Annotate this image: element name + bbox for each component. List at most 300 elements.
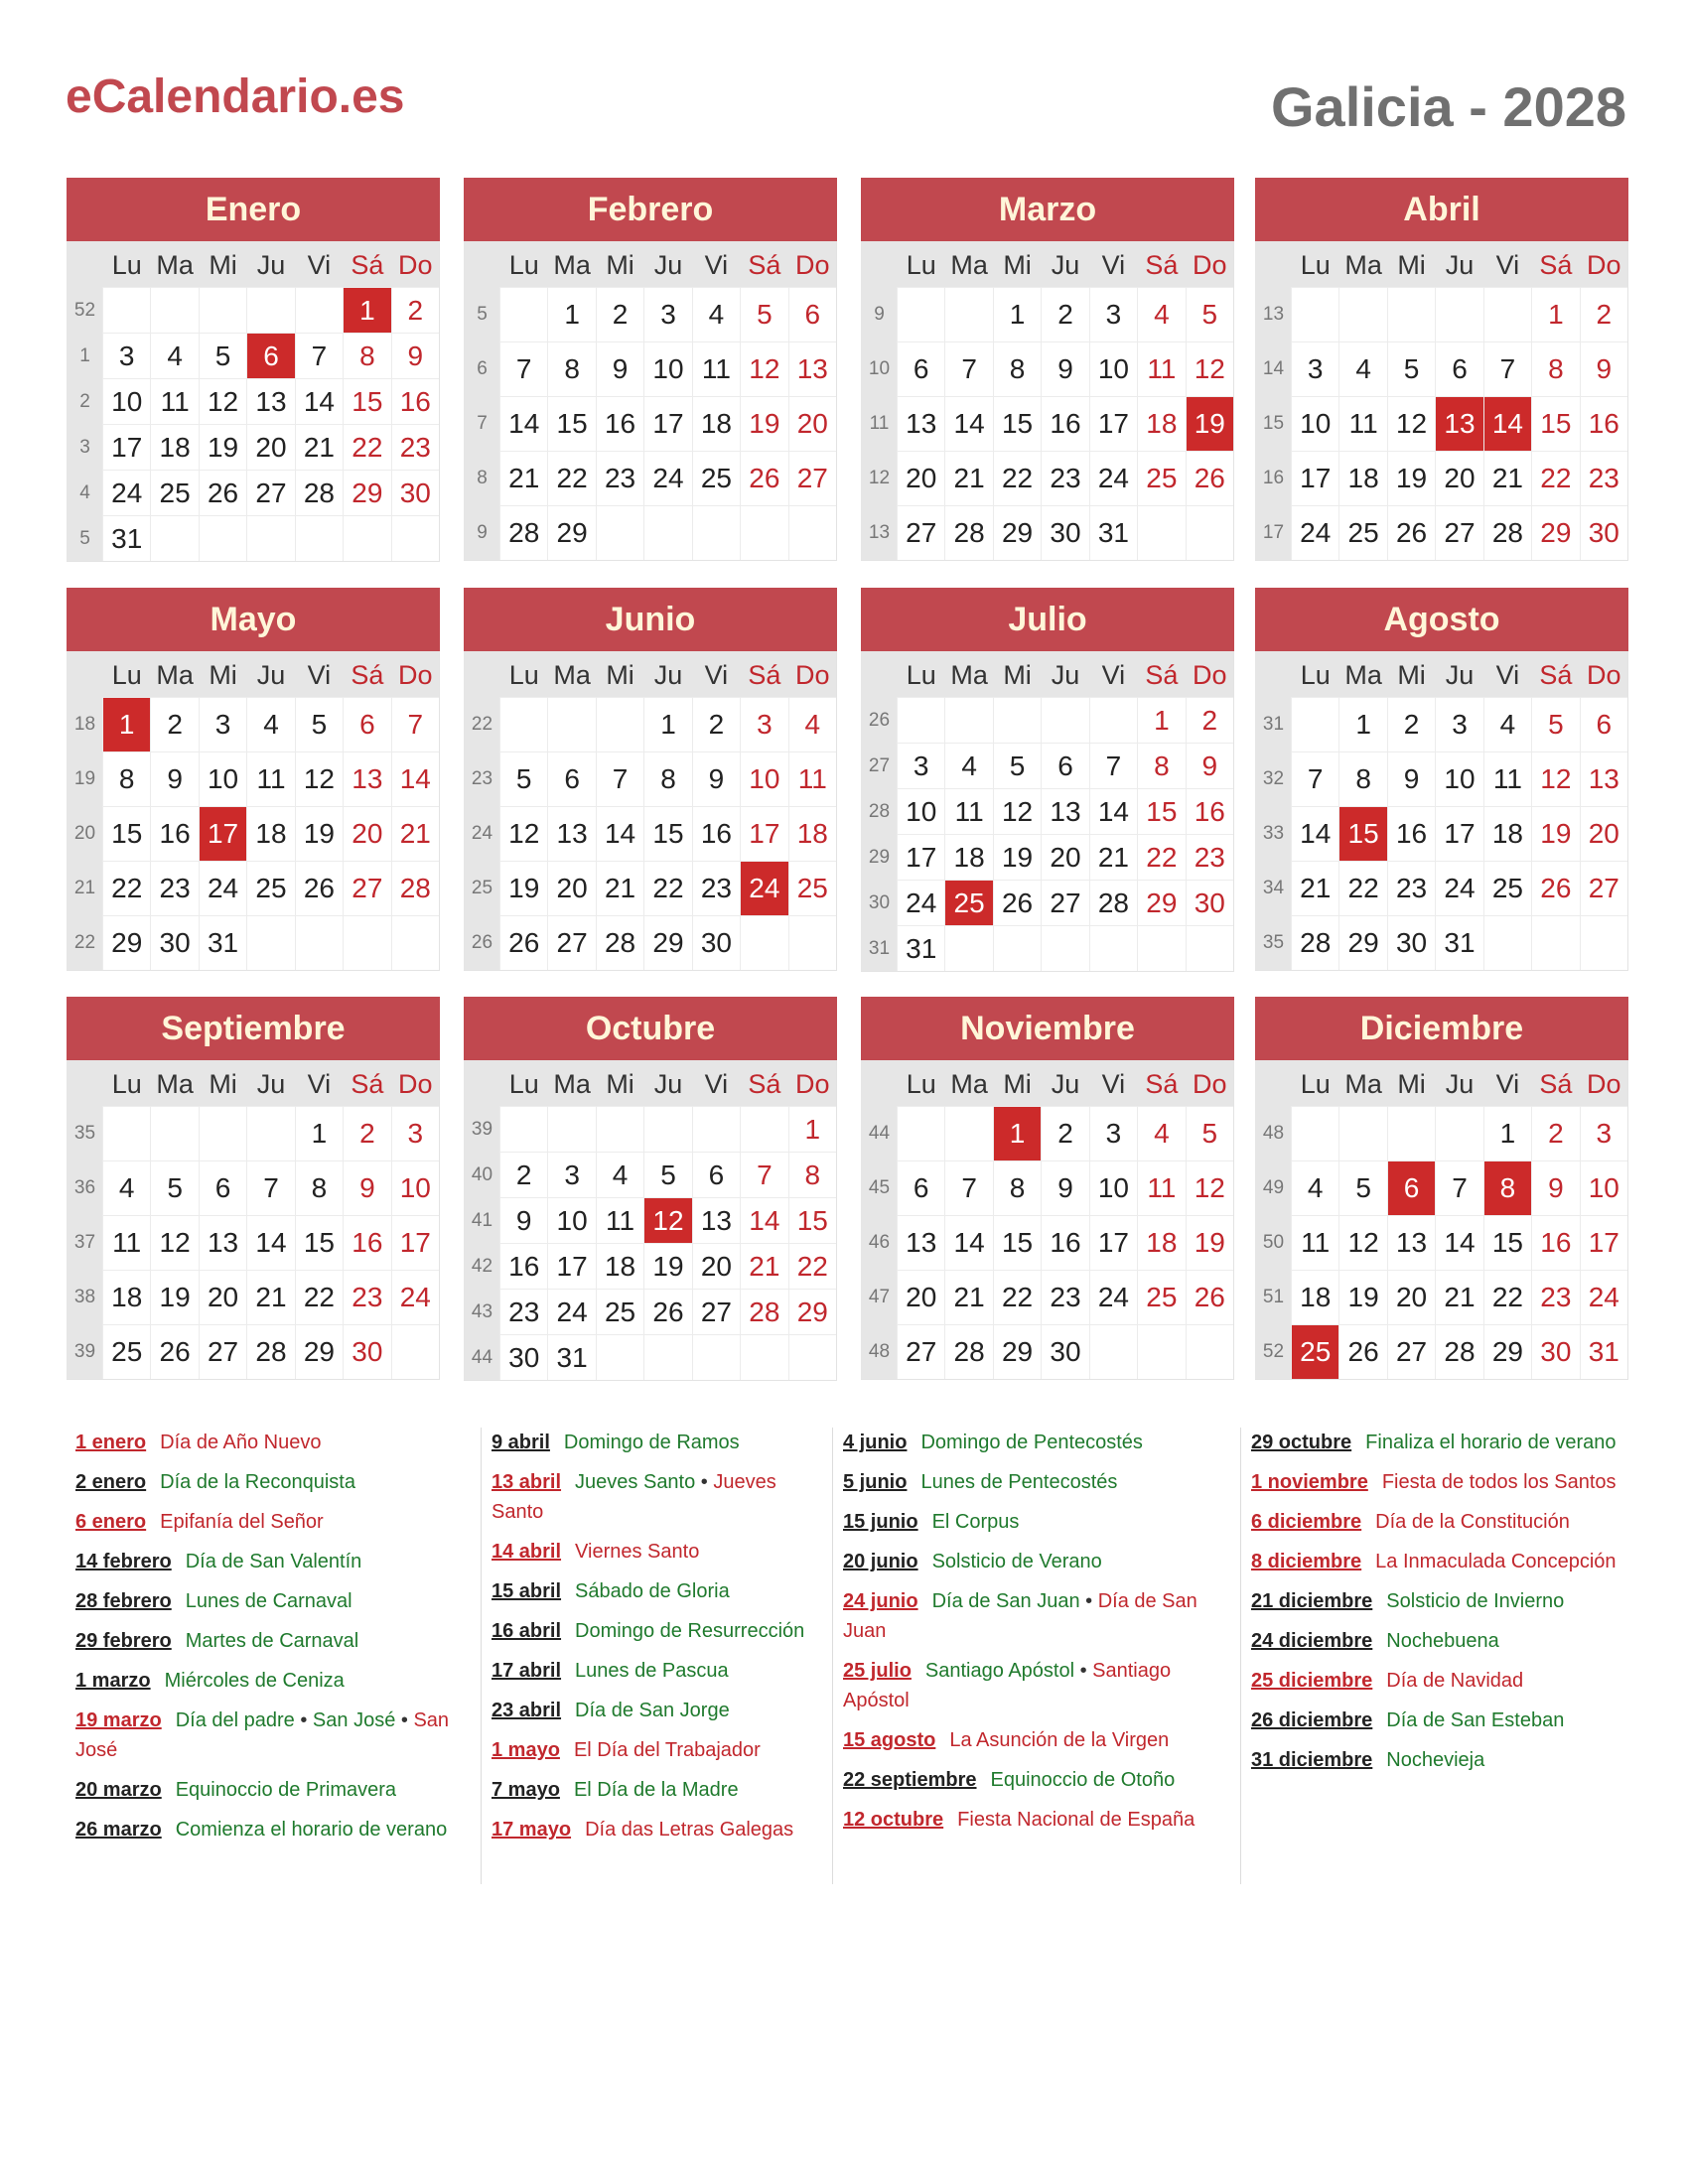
site-logo-link[interactable]: eCalendario.es (66, 70, 405, 123)
day-cell[interactable]: 17 (547, 1243, 595, 1289)
day-cell[interactable]: 3 (1089, 1106, 1137, 1160)
day-cell[interactable]: 19 (740, 396, 787, 451)
day-cell[interactable]: 9 (1186, 743, 1233, 788)
holiday-date-link[interactable]: 8 diciembre (1251, 1551, 1362, 1572)
day-cell[interactable]: 20 (547, 861, 595, 915)
day-cell[interactable]: 8 (993, 341, 1041, 396)
holiday-date-link[interactable]: 25 julio (843, 1660, 912, 1682)
day-cell[interactable]: 9 (1041, 341, 1088, 396)
day-cell[interactable]: 24 (102, 470, 150, 515)
day-cell[interactable]: 11 (1137, 1160, 1185, 1215)
day-cell[interactable]: 17 (1435, 806, 1482, 861)
day-cell[interactable]: 5 (740, 287, 787, 341)
day-cell[interactable]: 29 (1137, 880, 1185, 925)
day-cell[interactable]: 23 (1387, 861, 1435, 915)
day-cell[interactable]: 3 (199, 697, 246, 751)
day-cell[interactable]: 2 (1041, 287, 1088, 341)
day-cell[interactable]: 5 (499, 751, 547, 806)
day-cell[interactable]: 18 (1137, 396, 1185, 451)
day-cell[interactable]: 28 (944, 1324, 992, 1379)
day-cell[interactable]: 14 (246, 1215, 294, 1270)
day-cell[interactable]: 9 (692, 751, 740, 806)
day-cell[interactable]: 5 (1186, 287, 1233, 341)
day-cell[interactable]: 10 (1089, 341, 1137, 396)
day-cell[interactable]: 24 (643, 451, 691, 505)
day-cell[interactable]: 15 (295, 1215, 343, 1270)
holiday-date-link[interactable]: 20 marzo (75, 1779, 162, 1801)
day-cell[interactable]: 19 (1338, 1270, 1386, 1324)
holiday-date-link[interactable]: 24 junio (843, 1590, 918, 1612)
day-cell[interactable]: 24 (199, 861, 246, 915)
day-cell[interactable]: 26 (1186, 1270, 1233, 1324)
holiday-date-link[interactable]: 23 abril (492, 1700, 562, 1721)
day-cell[interactable]: 25 (150, 470, 198, 515)
day-cell[interactable]: 20 (788, 396, 836, 451)
day-cell[interactable]: 18 (102, 1270, 150, 1324)
day-cell[interactable]: 4 (944, 743, 992, 788)
day-cell[interactable]: 21 (740, 1243, 787, 1289)
day-cell[interactable]: 23 (1041, 451, 1088, 505)
day-cell[interactable]: 24 (897, 880, 944, 925)
day-cell[interactable]: 27 (1387, 1324, 1435, 1379)
day-cell[interactable]: 22 (102, 861, 150, 915)
day-cell[interactable]: 22 (993, 451, 1041, 505)
holiday-day-cell[interactable]: 17 (199, 806, 246, 861)
holiday-date-link[interactable]: 21 diciembre (1251, 1590, 1373, 1612)
day-cell[interactable]: 24 (1089, 451, 1137, 505)
day-cell[interactable]: 7 (295, 333, 343, 378)
day-cell[interactable]: 25 (1137, 1270, 1185, 1324)
day-cell[interactable]: 5 (150, 1160, 198, 1215)
day-cell[interactable]: 18 (150, 424, 198, 470)
day-cell[interactable]: 14 (295, 378, 343, 424)
day-cell[interactable]: 17 (102, 424, 150, 470)
day-cell[interactable]: 3 (1089, 287, 1137, 341)
day-cell[interactable]: 7 (944, 341, 992, 396)
holiday-date-link[interactable]: 6 diciembre (1251, 1511, 1362, 1533)
day-cell[interactable]: 16 (596, 396, 643, 451)
day-cell[interactable]: 7 (1483, 341, 1531, 396)
day-cell[interactable]: 11 (246, 751, 294, 806)
day-cell[interactable]: 13 (199, 1215, 246, 1270)
day-cell[interactable]: 16 (1041, 1215, 1088, 1270)
day-cell[interactable]: 15 (993, 396, 1041, 451)
day-cell[interactable]: 27 (897, 505, 944, 560)
day-cell[interactable]: 27 (1435, 505, 1482, 560)
day-cell[interactable]: 9 (499, 1197, 547, 1243)
holiday-date-link[interactable]: 29 octubre (1251, 1432, 1352, 1453)
day-cell[interactable]: 7 (1291, 751, 1338, 806)
day-cell[interactable]: 14 (391, 751, 439, 806)
day-cell[interactable]: 8 (1338, 751, 1386, 806)
day-cell[interactable]: 2 (150, 697, 198, 751)
day-cell[interactable]: 26 (1387, 505, 1435, 560)
day-cell[interactable]: 13 (547, 806, 595, 861)
day-cell[interactable]: 2 (692, 697, 740, 751)
holiday-date-link[interactable]: 15 agosto (843, 1729, 936, 1751)
day-cell[interactable]: 15 (993, 1215, 1041, 1270)
day-cell[interactable]: 15 (1483, 1215, 1531, 1270)
day-cell[interactable]: 12 (993, 788, 1041, 834)
day-cell[interactable]: 19 (150, 1270, 198, 1324)
holiday-date-link[interactable]: 1 enero (75, 1432, 147, 1453)
day-cell[interactable]: 8 (102, 751, 150, 806)
day-cell[interactable]: 9 (1041, 1160, 1088, 1215)
day-cell[interactable]: 31 (547, 1334, 595, 1380)
day-cell[interactable]: 14 (944, 396, 992, 451)
holiday-day-cell[interactable]: 13 (1435, 396, 1482, 451)
day-cell[interactable]: 28 (246, 1324, 294, 1379)
day-cell[interactable]: 13 (897, 396, 944, 451)
day-cell[interactable]: 22 (1338, 861, 1386, 915)
day-cell[interactable]: 18 (1338, 451, 1386, 505)
day-cell[interactable]: 30 (1387, 915, 1435, 970)
day-cell[interactable]: 4 (596, 1152, 643, 1197)
day-cell[interactable]: 23 (1186, 834, 1233, 880)
day-cell[interactable]: 10 (102, 378, 150, 424)
day-cell[interactable]: 7 (246, 1160, 294, 1215)
day-cell[interactable]: 21 (1483, 451, 1531, 505)
day-cell[interactable]: 27 (1041, 880, 1088, 925)
holiday-date-link[interactable]: 22 septiembre (843, 1769, 977, 1791)
day-cell[interactable]: 18 (1291, 1270, 1338, 1324)
day-cell[interactable]: 28 (944, 505, 992, 560)
day-cell[interactable]: 3 (1580, 1106, 1627, 1160)
day-cell[interactable]: 30 (391, 470, 439, 515)
day-cell[interactable]: 1 (643, 697, 691, 751)
day-cell[interactable]: 12 (150, 1215, 198, 1270)
day-cell[interactable]: 3 (740, 697, 787, 751)
day-cell[interactable]: 10 (897, 788, 944, 834)
day-cell[interactable]: 14 (499, 396, 547, 451)
day-cell[interactable]: 18 (944, 834, 992, 880)
day-cell[interactable]: 6 (897, 341, 944, 396)
day-cell[interactable]: 29 (343, 470, 390, 515)
holiday-date-link[interactable]: 20 junio (843, 1551, 918, 1572)
day-cell[interactable]: 23 (1531, 1270, 1579, 1324)
day-cell[interactable]: 19 (1531, 806, 1579, 861)
day-cell[interactable]: 1 (1483, 1106, 1531, 1160)
day-cell[interactable]: 27 (692, 1289, 740, 1334)
day-cell[interactable]: 28 (596, 915, 643, 970)
day-cell[interactable]: 20 (897, 1270, 944, 1324)
day-cell[interactable]: 26 (993, 880, 1041, 925)
day-cell[interactable]: 6 (1580, 697, 1627, 751)
day-cell[interactable]: 17 (1291, 451, 1338, 505)
day-cell[interactable]: 26 (740, 451, 787, 505)
day-cell[interactable]: 6 (788, 287, 836, 341)
day-cell[interactable]: 26 (1186, 451, 1233, 505)
day-cell[interactable]: 21 (1089, 834, 1137, 880)
day-cell[interactable]: 8 (1137, 743, 1185, 788)
day-cell[interactable]: 20 (199, 1270, 246, 1324)
day-cell[interactable]: 15 (643, 806, 691, 861)
day-cell[interactable]: 16 (1531, 1215, 1579, 1270)
day-cell[interactable]: 10 (1435, 751, 1482, 806)
day-cell[interactable]: 4 (1291, 1160, 1338, 1215)
day-cell[interactable]: 25 (788, 861, 836, 915)
day-cell[interactable]: 19 (295, 806, 343, 861)
day-cell[interactable]: 11 (1338, 396, 1386, 451)
day-cell[interactable]: 19 (1186, 1215, 1233, 1270)
day-cell[interactable]: 7 (1089, 743, 1137, 788)
day-cell[interactable]: 21 (596, 861, 643, 915)
day-cell[interactable]: 11 (788, 751, 836, 806)
day-cell[interactable]: 17 (1580, 1215, 1627, 1270)
day-cell[interactable]: 1 (1137, 697, 1185, 743)
day-cell[interactable]: 21 (944, 1270, 992, 1324)
day-cell[interactable]: 11 (102, 1215, 150, 1270)
day-cell[interactable]: 26 (150, 1324, 198, 1379)
holiday-date-link[interactable]: 2 enero (75, 1471, 147, 1493)
day-cell[interactable]: 24 (391, 1270, 439, 1324)
day-cell[interactable]: 20 (343, 806, 390, 861)
day-cell[interactable]: 2 (1387, 697, 1435, 751)
day-cell[interactable]: 10 (391, 1160, 439, 1215)
day-cell[interactable]: 29 (993, 1324, 1041, 1379)
day-cell[interactable]: 30 (1580, 505, 1627, 560)
day-cell[interactable]: 30 (1041, 1324, 1088, 1379)
day-cell[interactable]: 6 (199, 1160, 246, 1215)
day-cell[interactable]: 18 (1483, 806, 1531, 861)
day-cell[interactable]: 30 (1186, 880, 1233, 925)
day-cell[interactable]: 3 (391, 1106, 439, 1160)
day-cell[interactable]: 15 (788, 1197, 836, 1243)
holiday-date-link[interactable]: 7 mayo (492, 1779, 560, 1801)
day-cell[interactable]: 17 (391, 1215, 439, 1270)
holiday-date-link[interactable]: 26 diciembre (1251, 1709, 1373, 1731)
day-cell[interactable]: 11 (692, 341, 740, 396)
day-cell[interactable]: 14 (944, 1215, 992, 1270)
day-cell[interactable]: 21 (391, 806, 439, 861)
day-cell[interactable]: 23 (1041, 1270, 1088, 1324)
day-cell[interactable]: 25 (102, 1324, 150, 1379)
day-cell[interactable]: 16 (1580, 396, 1627, 451)
day-cell[interactable]: 2 (1580, 287, 1627, 341)
day-cell[interactable]: 29 (993, 505, 1041, 560)
day-cell[interactable]: 14 (740, 1197, 787, 1243)
day-cell[interactable]: 3 (102, 333, 150, 378)
day-cell[interactable]: 21 (246, 1270, 294, 1324)
day-cell[interactable]: 30 (343, 1324, 390, 1379)
day-cell[interactable]: 10 (1291, 396, 1338, 451)
day-cell[interactable]: 4 (150, 333, 198, 378)
day-cell[interactable]: 11 (944, 788, 992, 834)
holiday-day-cell[interactable]: 19 (1186, 396, 1233, 451)
day-cell[interactable]: 12 (1387, 396, 1435, 451)
holiday-date-link[interactable]: 5 junio (843, 1471, 908, 1493)
day-cell[interactable]: 6 (547, 751, 595, 806)
day-cell[interactable]: 1 (1531, 287, 1579, 341)
day-cell[interactable]: 3 (643, 287, 691, 341)
day-cell[interactable]: 12 (1186, 341, 1233, 396)
day-cell[interactable]: 20 (1435, 451, 1482, 505)
day-cell[interactable]: 18 (596, 1243, 643, 1289)
holiday-date-link[interactable]: 13 abril (492, 1471, 562, 1493)
day-cell[interactable]: 23 (692, 861, 740, 915)
day-cell[interactable]: 26 (295, 861, 343, 915)
day-cell[interactable]: 6 (692, 1152, 740, 1197)
day-cell[interactable]: 26 (199, 470, 246, 515)
holiday-date-link[interactable]: 24 diciembre (1251, 1630, 1373, 1652)
day-cell[interactable]: 23 (150, 861, 198, 915)
day-cell[interactable]: 28 (1483, 505, 1531, 560)
day-cell[interactable]: 26 (499, 915, 547, 970)
day-cell[interactable]: 29 (295, 1324, 343, 1379)
day-cell[interactable]: 13 (692, 1197, 740, 1243)
day-cell[interactable]: 10 (643, 341, 691, 396)
day-cell[interactable]: 4 (1338, 341, 1386, 396)
day-cell[interactable]: 21 (944, 451, 992, 505)
day-cell[interactable]: 14 (1089, 788, 1137, 834)
day-cell[interactable]: 10 (1580, 1160, 1627, 1215)
day-cell[interactable]: 4 (246, 697, 294, 751)
day-cell[interactable]: 19 (1387, 451, 1435, 505)
day-cell[interactable]: 16 (692, 806, 740, 861)
day-cell[interactable]: 13 (1580, 751, 1627, 806)
day-cell[interactable]: 3 (547, 1152, 595, 1197)
day-cell[interactable]: 1 (547, 287, 595, 341)
day-cell[interactable]: 13 (343, 751, 390, 806)
day-cell[interactable]: 18 (692, 396, 740, 451)
day-cell[interactable]: 7 (391, 697, 439, 751)
day-cell[interactable]: 1 (295, 1106, 343, 1160)
day-cell[interactable]: 4 (1137, 1106, 1185, 1160)
day-cell[interactable]: 7 (499, 341, 547, 396)
day-cell[interactable]: 13 (788, 341, 836, 396)
day-cell[interactable]: 10 (740, 751, 787, 806)
day-cell[interactable]: 28 (295, 470, 343, 515)
day-cell[interactable]: 3 (897, 743, 944, 788)
day-cell[interactable]: 30 (499, 1334, 547, 1380)
day-cell[interactable]: 25 (1483, 861, 1531, 915)
day-cell[interactable]: 19 (993, 834, 1041, 880)
holiday-day-cell[interactable]: 1 (343, 287, 390, 333)
day-cell[interactable]: 17 (643, 396, 691, 451)
day-cell[interactable]: 22 (343, 424, 390, 470)
day-cell[interactable]: 29 (547, 505, 595, 560)
day-cell[interactable]: 25 (692, 451, 740, 505)
day-cell[interactable]: 2 (1531, 1106, 1579, 1160)
holiday-day-cell[interactable]: 25 (944, 880, 992, 925)
day-cell[interactable]: 16 (499, 1243, 547, 1289)
holiday-date-link[interactable]: 1 marzo (75, 1670, 151, 1692)
day-cell[interactable]: 11 (1137, 341, 1185, 396)
day-cell[interactable]: 6 (343, 697, 390, 751)
holiday-day-cell[interactable]: 15 (1338, 806, 1386, 861)
day-cell[interactable]: 9 (596, 341, 643, 396)
day-cell[interactable]: 27 (1580, 861, 1627, 915)
day-cell[interactable]: 6 (1041, 743, 1088, 788)
day-cell[interactable]: 20 (1387, 1270, 1435, 1324)
day-cell[interactable]: 7 (1435, 1160, 1482, 1215)
day-cell[interactable]: 17 (740, 806, 787, 861)
holiday-date-link[interactable]: 14 abril (492, 1541, 562, 1563)
day-cell[interactable]: 1 (788, 1106, 836, 1152)
day-cell[interactable]: 22 (643, 861, 691, 915)
day-cell[interactable]: 19 (199, 424, 246, 470)
day-cell[interactable]: 28 (499, 505, 547, 560)
day-cell[interactable]: 24 (1435, 861, 1482, 915)
day-cell[interactable]: 22 (1137, 834, 1185, 880)
day-cell[interactable]: 5 (1387, 341, 1435, 396)
day-cell[interactable]: 28 (1089, 880, 1137, 925)
day-cell[interactable]: 16 (391, 378, 439, 424)
holiday-day-cell[interactable]: 1 (102, 697, 150, 751)
day-cell[interactable]: 28 (391, 861, 439, 915)
day-cell[interactable]: 6 (1435, 341, 1482, 396)
day-cell[interactable]: 2 (596, 287, 643, 341)
day-cell[interactable]: 16 (1041, 396, 1088, 451)
day-cell[interactable]: 24 (1089, 1270, 1137, 1324)
day-cell[interactable]: 7 (596, 751, 643, 806)
day-cell[interactable]: 17 (1089, 1215, 1137, 1270)
day-cell[interactable]: 1 (1338, 697, 1386, 751)
day-cell[interactable]: 20 (897, 451, 944, 505)
day-cell[interactable]: 27 (343, 861, 390, 915)
day-cell[interactable]: 15 (343, 378, 390, 424)
day-cell[interactable]: 23 (499, 1289, 547, 1334)
day-cell[interactable]: 31 (199, 915, 246, 970)
day-cell[interactable]: 12 (499, 806, 547, 861)
day-cell[interactable]: 27 (199, 1324, 246, 1379)
day-cell[interactable]: 17 (1089, 396, 1137, 451)
day-cell[interactable]: 20 (1580, 806, 1627, 861)
day-cell[interactable]: 10 (1089, 1160, 1137, 1215)
holiday-date-link[interactable]: 26 marzo (75, 1819, 162, 1841)
day-cell[interactable]: 11 (596, 1197, 643, 1243)
day-cell[interactable]: 22 (1531, 451, 1579, 505)
day-cell[interactable]: 27 (547, 915, 595, 970)
holiday-day-cell[interactable]: 14 (1483, 396, 1531, 451)
day-cell[interactable]: 18 (1137, 1215, 1185, 1270)
day-cell[interactable]: 16 (1186, 788, 1233, 834)
day-cell[interactable]: 28 (1291, 915, 1338, 970)
day-cell[interactable]: 12 (199, 378, 246, 424)
day-cell[interactable]: 13 (897, 1215, 944, 1270)
day-cell[interactable]: 12 (1531, 751, 1579, 806)
day-cell[interactable]: 29 (643, 915, 691, 970)
day-cell[interactable]: 20 (1041, 834, 1088, 880)
day-cell[interactable]: 25 (596, 1289, 643, 1334)
day-cell[interactable]: 7 (740, 1152, 787, 1197)
day-cell[interactable]: 4 (102, 1160, 150, 1215)
day-cell[interactable]: 11 (150, 378, 198, 424)
day-cell[interactable]: 29 (788, 1289, 836, 1334)
day-cell[interactable]: 30 (1531, 1324, 1579, 1379)
day-cell[interactable]: 30 (150, 915, 198, 970)
day-cell[interactable]: 26 (643, 1289, 691, 1334)
day-cell[interactable]: 25 (1137, 451, 1185, 505)
day-cell[interactable]: 1 (993, 287, 1041, 341)
day-cell[interactable]: 21 (295, 424, 343, 470)
day-cell[interactable]: 12 (740, 341, 787, 396)
day-cell[interactable]: 2 (499, 1152, 547, 1197)
day-cell[interactable]: 21 (499, 451, 547, 505)
day-cell[interactable]: 18 (246, 806, 294, 861)
day-cell[interactable]: 12 (295, 751, 343, 806)
day-cell[interactable]: 26 (1531, 861, 1579, 915)
day-cell[interactable]: 5 (643, 1152, 691, 1197)
day-cell[interactable]: 9 (1580, 341, 1627, 396)
day-cell[interactable]: 28 (740, 1289, 787, 1334)
day-cell[interactable]: 3 (1435, 697, 1482, 751)
day-cell[interactable]: 22 (295, 1270, 343, 1324)
day-cell[interactable]: 15 (1531, 396, 1579, 451)
day-cell[interactable]: 23 (596, 451, 643, 505)
day-cell[interactable]: 16 (150, 806, 198, 861)
day-cell[interactable]: 5 (199, 333, 246, 378)
